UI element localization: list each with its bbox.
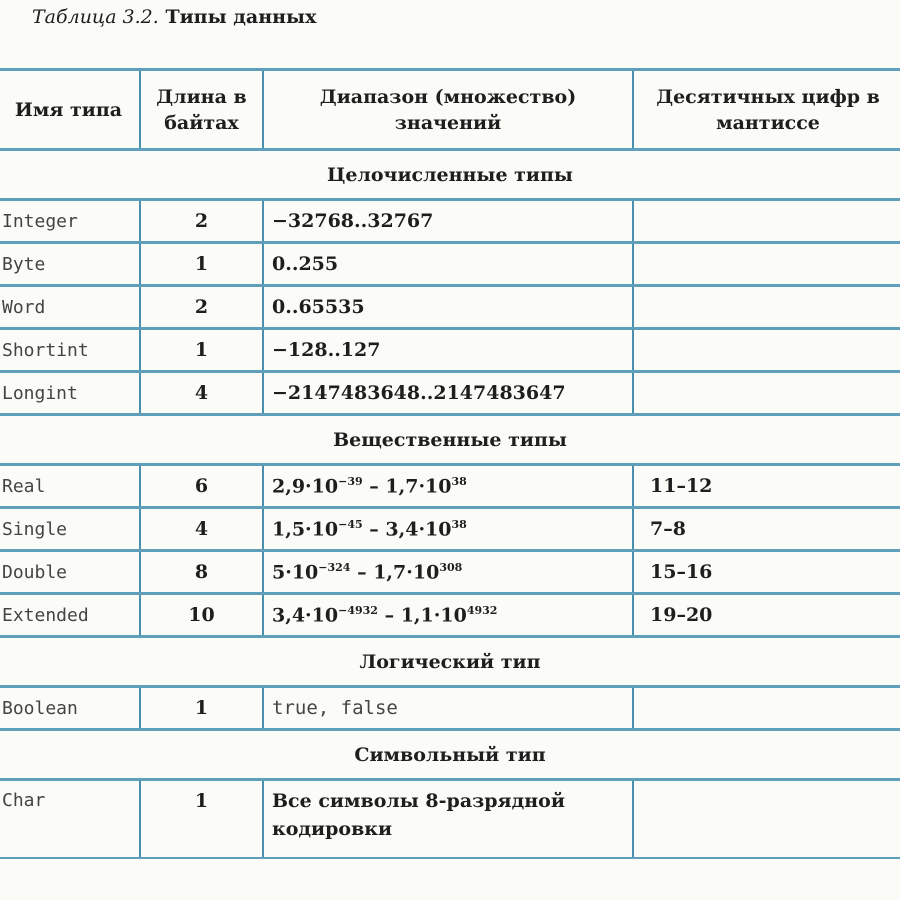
range-start: 3,4·10 — [272, 604, 339, 627]
type-length: 4 — [140, 508, 263, 551]
type-digits: 7–8 — [633, 508, 900, 551]
header-digits: Десятичных цифр в мантиссе — [633, 70, 900, 150]
type-range — [263, 465, 633, 508]
section-row — [0, 150, 900, 200]
table-row — [0, 594, 900, 637]
type-length: 8 — [140, 551, 263, 594]
type-range — [263, 286, 633, 329]
table-row — [0, 286, 900, 329]
type-length: 2 — [140, 200, 263, 243]
type-name: Double — [0, 551, 140, 594]
type-digits: 11–12 — [633, 465, 900, 508]
type-digits — [633, 329, 900, 372]
section-title: Целочисленные типы — [0, 150, 900, 200]
range-value: Все символы 8-разрядной кодировки — [272, 790, 565, 840]
range-end-exp: 38 — [451, 517, 467, 531]
table-row — [0, 465, 900, 508]
range-value: −2147483648..2147483647 — [272, 382, 566, 404]
range-end-exp: 308 — [439, 560, 463, 574]
type-range — [263, 329, 633, 372]
caption-text: Типы данных — [165, 6, 317, 28]
range-start-exp: −4932 — [338, 603, 378, 617]
type-name: Boolean — [0, 687, 140, 730]
type-range — [263, 200, 633, 243]
section-row — [0, 637, 900, 687]
type-length: 10 — [140, 594, 263, 637]
table-row — [0, 780, 900, 859]
type-digits — [633, 372, 900, 415]
type-digits — [633, 687, 900, 730]
range-value: −32768..32767 — [272, 210, 434, 232]
header-length: Длина в байтах — [140, 70, 263, 150]
range-end: – 1,7·10 — [350, 561, 440, 584]
type-name: Byte — [0, 243, 140, 286]
type-name: Shortint — [0, 329, 140, 372]
range-start: 5·10 — [272, 561, 319, 584]
range-value: true, false — [272, 697, 398, 719]
type-range — [263, 372, 633, 415]
type-name: Integer — [0, 200, 140, 243]
range-end: – 3,4·10 — [362, 518, 452, 541]
type-range — [263, 780, 633, 859]
range-start: 2,9·10 — [272, 475, 339, 498]
type-name: Single — [0, 508, 140, 551]
type-digits — [633, 243, 900, 286]
range-start-exp: −39 — [338, 474, 363, 488]
type-name: Real — [0, 465, 140, 508]
table-row — [0, 243, 900, 286]
range-start: 1,5·10 — [272, 518, 339, 541]
type-digits: 19–20 — [633, 594, 900, 637]
type-name: Word — [0, 286, 140, 329]
type-name: Char — [0, 780, 140, 859]
range-end: – 1,7·10 — [362, 475, 452, 498]
type-name: Extended — [0, 594, 140, 637]
type-name: Longint — [0, 372, 140, 415]
table-row — [0, 551, 900, 594]
header-row — [0, 70, 900, 150]
section-title: Логический тип — [0, 637, 900, 687]
type-length: 1 — [140, 329, 263, 372]
type-range — [263, 687, 633, 730]
table-row — [0, 200, 900, 243]
type-digits — [633, 200, 900, 243]
type-length: 1 — [140, 243, 263, 286]
section-title: Символьный тип — [0, 730, 900, 780]
range-end-exp: 38 — [451, 474, 467, 488]
type-range — [263, 594, 633, 637]
range-start-exp: −324 — [318, 560, 351, 574]
type-length: 2 — [140, 286, 263, 329]
range-value: 0..65535 — [272, 296, 365, 318]
table-row — [0, 329, 900, 372]
range-end-exp: 4932 — [466, 603, 498, 617]
type-length: 1 — [140, 687, 263, 730]
section-row — [0, 415, 900, 465]
table-caption — [32, 6, 316, 28]
data-types-table — [0, 68, 900, 859]
type-range — [263, 508, 633, 551]
caption-label: Таблица 3.2. — [32, 6, 159, 28]
type-length: 1 — [140, 780, 263, 859]
range-value: −128..127 — [272, 339, 381, 361]
type-length: 4 — [140, 372, 263, 415]
range-start-exp: −45 — [338, 517, 363, 531]
range-value: 0..255 — [272, 253, 339, 275]
range-end: – 1,1·10 — [377, 604, 467, 627]
section-row — [0, 730, 900, 780]
header-range: Диапазон (множество) значений — [263, 70, 633, 150]
type-range — [263, 243, 633, 286]
table-row — [0, 687, 900, 730]
type-digits: 15–16 — [633, 551, 900, 594]
header-name: Имя типа — [0, 70, 140, 150]
section-title: Вещественные типы — [0, 415, 900, 465]
type-range — [263, 551, 633, 594]
table-row — [0, 508, 900, 551]
table-row — [0, 372, 900, 415]
type-digits — [633, 780, 900, 859]
type-length: 6 — [140, 465, 263, 508]
type-digits — [633, 286, 900, 329]
